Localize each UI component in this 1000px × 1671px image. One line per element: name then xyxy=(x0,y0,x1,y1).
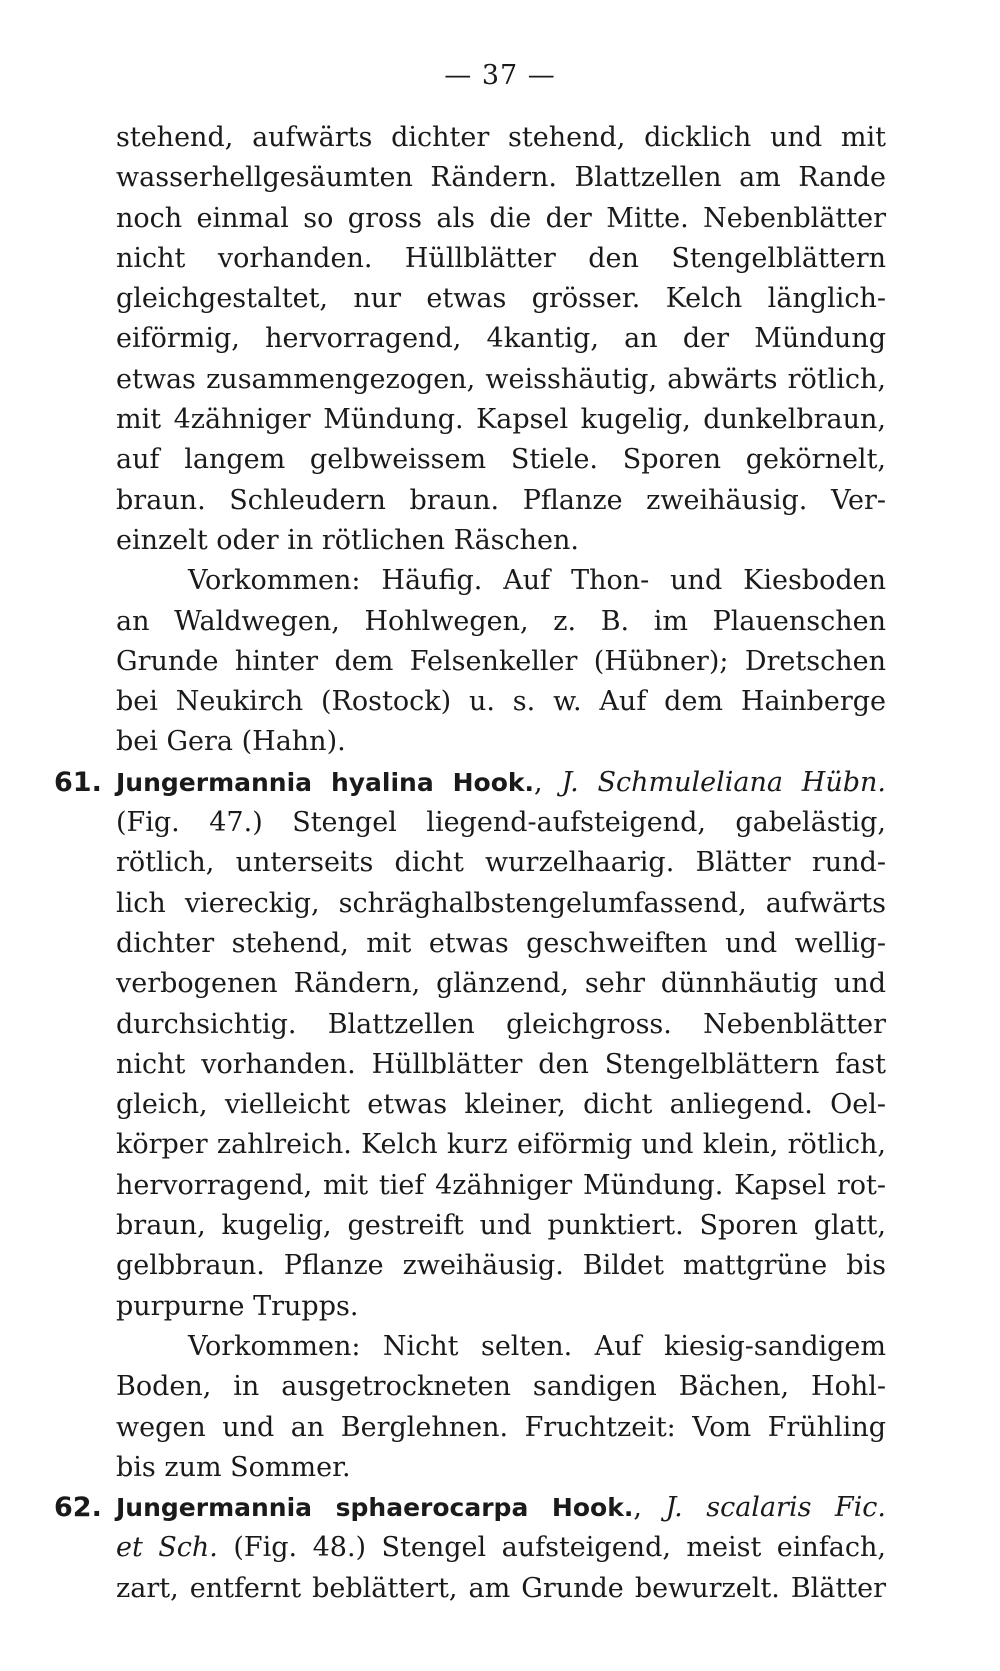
text-line: mit 4zähniger Mündung. Kapsel kugelig, dunkelbraun, xyxy=(116,404,886,436)
text-line: durchsichtig. Blattzellen gleichgross. Nebenblätter xyxy=(116,1008,886,1040)
text-line: wegen und an Berglehnen. Fruchtzeit: Vom Frühling xyxy=(116,1411,886,1443)
text-line: bis zum Sommer. xyxy=(116,1451,351,1483)
text-line: auf langem gelbweissem Stiele. Sporen gekörnelt, xyxy=(116,444,886,476)
text-line: noch einmal so gross als die der Mitte. Nebenblätter xyxy=(116,202,886,234)
text-line: stehend, aufwärts dichter stehend, dicklich und mit xyxy=(116,122,886,153)
separator: , xyxy=(633,1492,642,1524)
species-name: Jungermannia sphaerocarpa Hook. xyxy=(116,1493,634,1523)
entry-heading-61 xyxy=(54,763,886,803)
entry-number: 61. xyxy=(54,766,102,798)
text-line: dichter stehend, mit etwas geschweiften und wellig- xyxy=(116,927,886,959)
text-line xyxy=(116,1528,886,1568)
text-line: gelbbraun. Pflanze zweihäusig. Bildet mattgrüne bis xyxy=(116,1250,886,1282)
text-line: eiförmig, hervorragend, 4kantig, an der Mündung xyxy=(116,323,886,355)
text-line: etwas zusammengezogen, weisshäutig, abwärts rötlich, xyxy=(116,363,886,395)
text-line: nicht vorhanden. Hüllblätter den Stengelblättern xyxy=(116,242,886,274)
text-line: rötlich, unterseits dicht wurzelhaarig. Blätter rund- xyxy=(116,847,886,879)
text-line: gleich, vielleicht etwas kleiner, dicht anliegend. Oel- xyxy=(116,1089,886,1121)
text-line: Boden, in ausgetrockneten sandigen Bächen, Hohl- xyxy=(116,1371,886,1403)
entry-number: 62. xyxy=(54,1492,102,1524)
text-line: Grunde hinter dem Felsenkeller (Hübner); Dretschen xyxy=(116,645,886,677)
text-line: bei Neukirch (Rostock) u. s. w. Auf dem Hainberge xyxy=(116,686,886,718)
text-line: gleichgestaltet, nur etwas grösser. Kelch länglich- xyxy=(116,283,886,315)
page-number: — 37 — xyxy=(444,60,556,91)
text-line: körper zahlreich. Kelch kurz eiförmig und klein, rötlich, xyxy=(116,1129,886,1161)
separator: , xyxy=(534,766,543,798)
synonym-continued: et Sch. xyxy=(116,1532,218,1564)
text-line: purpurne Trupps. xyxy=(116,1290,359,1322)
text-line: bei Gera (Hahn). xyxy=(116,726,346,758)
text-line: (Fig. 47.) Stengel liegend-aufsteigend, gabelästig, xyxy=(116,807,886,839)
text-line: wasserhellgesäumten Rändern. Blattzellen am Rande xyxy=(116,162,886,194)
text-line: nicht vorhanden. Hüllblätter den Stengelblättern fast xyxy=(116,1048,886,1080)
text-block xyxy=(54,118,886,1609)
text-line: Vorkommen: Nicht selten. Auf kiesig-sandigem xyxy=(188,1330,886,1362)
synonym: J. Schmuleliana Hübn. xyxy=(561,766,886,798)
synonym: J. scalaris Fic. xyxy=(665,1492,886,1524)
text-line: lich viereckig, schräghalbstengelumfassend, aufwärts xyxy=(116,887,886,919)
text-line: an Waldwegen, Hohlwegen, z. B. im Plauenschen xyxy=(116,605,886,637)
text-line: braun. Schleudern braun. Pflanze zweihäusig. Ver- xyxy=(116,484,886,516)
text-line: hervorragend, mit tief 4zähniger Mündung. Kapsel rot- xyxy=(116,1169,886,1201)
entry-heading-62 xyxy=(54,1488,886,1528)
text-line: Vorkommen: Häufig. Auf Thon- und Kiesboden xyxy=(188,565,886,597)
species-name: Jungermannia hyalina Hook. xyxy=(116,767,535,797)
text-line: einzelt oder in rötlichen Räschen. xyxy=(116,524,579,556)
text-run: (Fig. 48.) Stengel aufsteigend, meist einfach, xyxy=(217,1532,886,1564)
text-line: braun, kugelig, gestreift und punktiert. Sporen glatt, xyxy=(116,1210,886,1242)
text-line: zart, entfernt beblättert, am Grunde bewurzelt. Blätter xyxy=(116,1572,886,1604)
text-line: verbogenen Rändern, glänzend, sehr dünnhäutig und xyxy=(116,968,886,1000)
